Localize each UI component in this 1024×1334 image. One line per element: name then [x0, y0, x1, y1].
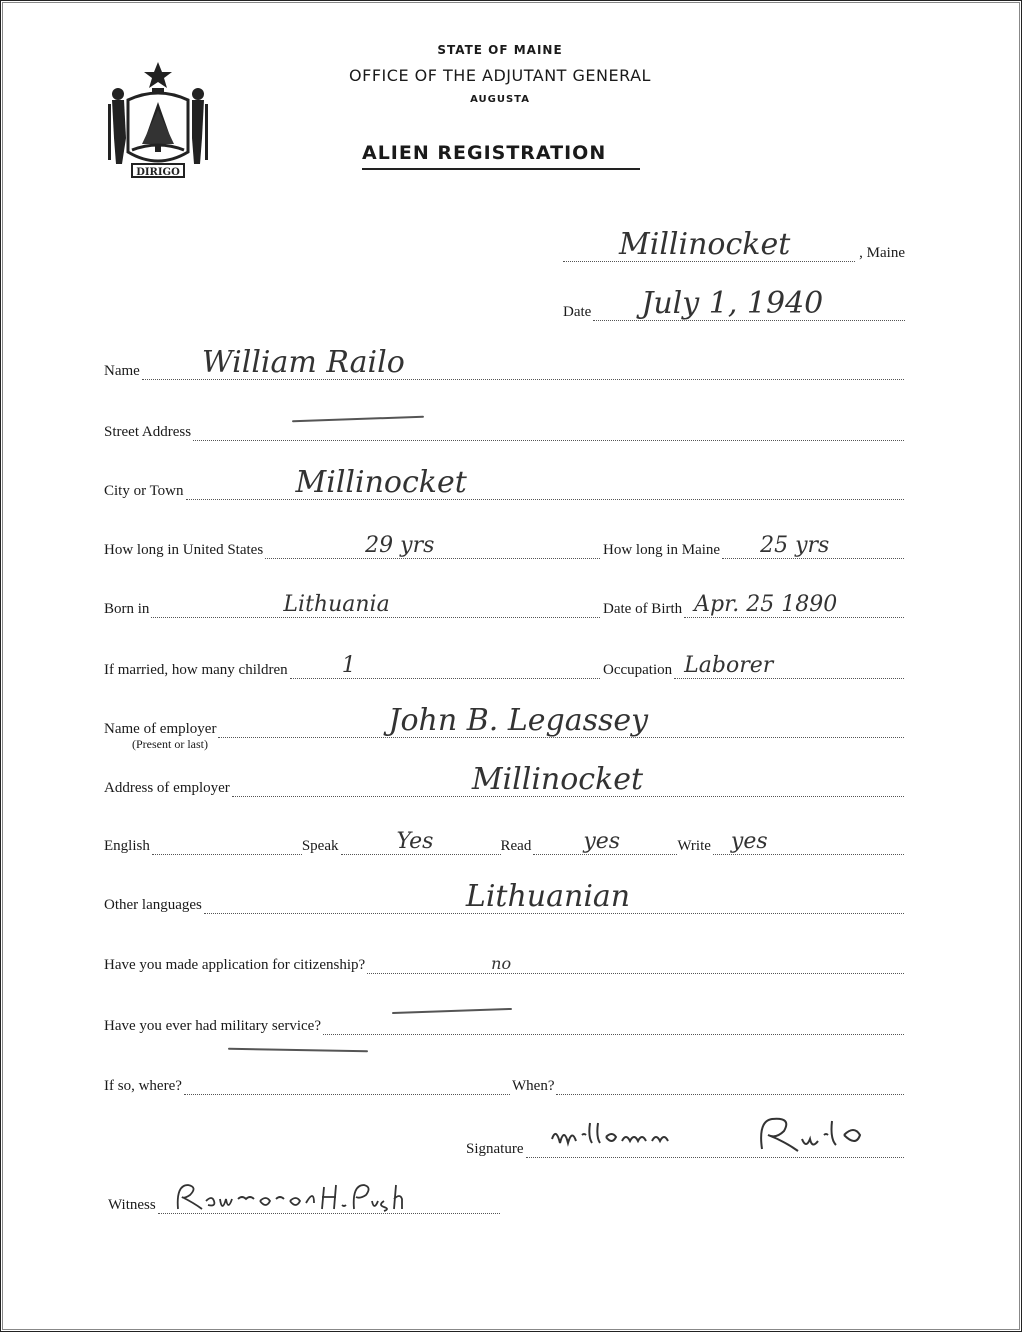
employer-label: Name of employer [104, 721, 217, 737]
employer-field[interactable] [218, 703, 904, 738]
city-label: City or Town [104, 483, 184, 499]
write-label: Write [677, 838, 711, 854]
employer-addr-label: Address of employer [104, 780, 230, 796]
city-value: Millinocket [295, 465, 467, 500]
write-value: yes [730, 829, 768, 854]
occupation-row [603, 653, 904, 679]
us-field[interactable] [265, 533, 600, 559]
title-underline [362, 168, 640, 170]
maine-row [603, 533, 904, 559]
witness-label: Witness [108, 1197, 156, 1213]
other-lang-label: Other languages [104, 897, 202, 913]
citizenship-value: no [491, 954, 512, 973]
maine-value: 25 yrs [760, 533, 830, 558]
english-field[interactable] [152, 837, 302, 855]
speak-field[interactable] [341, 829, 501, 855]
when-field[interactable] [556, 1077, 904, 1095]
other-lang-value: Lithuanian [465, 879, 631, 914]
signature-field[interactable] [526, 1140, 905, 1158]
other-lang-field[interactable] [204, 879, 904, 914]
military-row [104, 1017, 904, 1035]
header-state: STATE OF MAINE [437, 43, 563, 57]
header-city: AUGUSTA [470, 94, 530, 105]
military-field[interactable] [323, 1017, 904, 1035]
read-value: yes [583, 829, 621, 854]
us-row [104, 533, 600, 559]
where-row [104, 1077, 510, 1095]
signature-handwriting [548, 1113, 888, 1157]
when-row [512, 1077, 904, 1095]
born-field[interactable] [151, 592, 600, 618]
speak-label: Speak [301, 838, 339, 854]
occupation-value: Laborer [684, 653, 774, 678]
employer-addr-row [104, 762, 904, 797]
employer-row [104, 703, 904, 738]
date-field[interactable] [593, 286, 905, 321]
english-label: English [104, 838, 150, 854]
where-label: If so, where? [104, 1078, 182, 1094]
town-row: Millinocket , Maine [563, 244, 905, 262]
maine-field[interactable] [722, 533, 904, 559]
when-label: When? [512, 1078, 555, 1094]
date-label: Date [563, 304, 592, 320]
citizenship-row [104, 956, 904, 974]
employer-addr-value: Millinocket [471, 762, 644, 797]
witness-field[interactable] [158, 1196, 500, 1214]
street-row [104, 423, 904, 441]
dob-row [603, 592, 904, 618]
street-label: Street Address [104, 424, 192, 440]
dob-value: Apr. 25 1890 [694, 592, 838, 617]
military-label: Have you ever had military service? [104, 1018, 321, 1034]
occupation-label: Occupation [603, 662, 673, 678]
name-field[interactable] [142, 345, 904, 380]
children-value: 1 [341, 653, 356, 678]
town-value: Millinocket [619, 227, 791, 262]
date-row [563, 286, 905, 321]
name-value: William Railo [201, 345, 405, 380]
name-label: Name [104, 363, 140, 379]
employer-addr-field[interactable] [232, 762, 904, 797]
employer-value: John B. Legassey [388, 703, 649, 738]
witness-row [108, 1196, 500, 1214]
write-field[interactable] [713, 829, 904, 855]
street-field[interactable] [193, 423, 904, 441]
born-row [104, 592, 600, 618]
seal-motto: DIRIGO [136, 167, 180, 178]
children-field[interactable] [290, 653, 600, 679]
english-row [104, 829, 904, 855]
children-row [104, 653, 600, 679]
read-field[interactable] [533, 829, 677, 855]
born-label: Born in [104, 601, 150, 617]
us-value: 29 yrs [365, 533, 435, 558]
speak-value: Yes [396, 829, 434, 854]
children-label: If married, how many children [104, 662, 288, 678]
name-row [104, 345, 904, 380]
read-label: Read [500, 838, 532, 854]
maine-label: How long in Maine [603, 542, 721, 558]
signature-label: Signature [466, 1141, 524, 1157]
dob-field[interactable] [684, 592, 904, 618]
other-lang-row [104, 879, 904, 914]
city-row [104, 465, 904, 500]
born-value: Lithuania [283, 592, 390, 617]
header-office: OFFICE OF THE ADJUTANT GENERAL [349, 66, 651, 85]
dob-label: Date of Birth [603, 601, 683, 617]
witness-handwriting [172, 1179, 472, 1213]
us-label: How long in United States [104, 542, 264, 558]
city-field[interactable] [186, 465, 904, 500]
occupation-field[interactable] [674, 653, 904, 679]
citizenship-label: Have you made application for citizenship? [104, 957, 366, 973]
signature-row [466, 1140, 904, 1158]
where-field[interactable] [184, 1077, 510, 1095]
citizenship-field[interactable] [367, 956, 904, 974]
maine-state-seal [104, 60, 212, 180]
employer-sublabel: (Present or last) [132, 737, 208, 751]
town-label: Maine [866, 245, 905, 261]
date-value: July 1, 1940 [641, 286, 824, 321]
form-title: ALIEN REGISTRATION [362, 142, 607, 164]
